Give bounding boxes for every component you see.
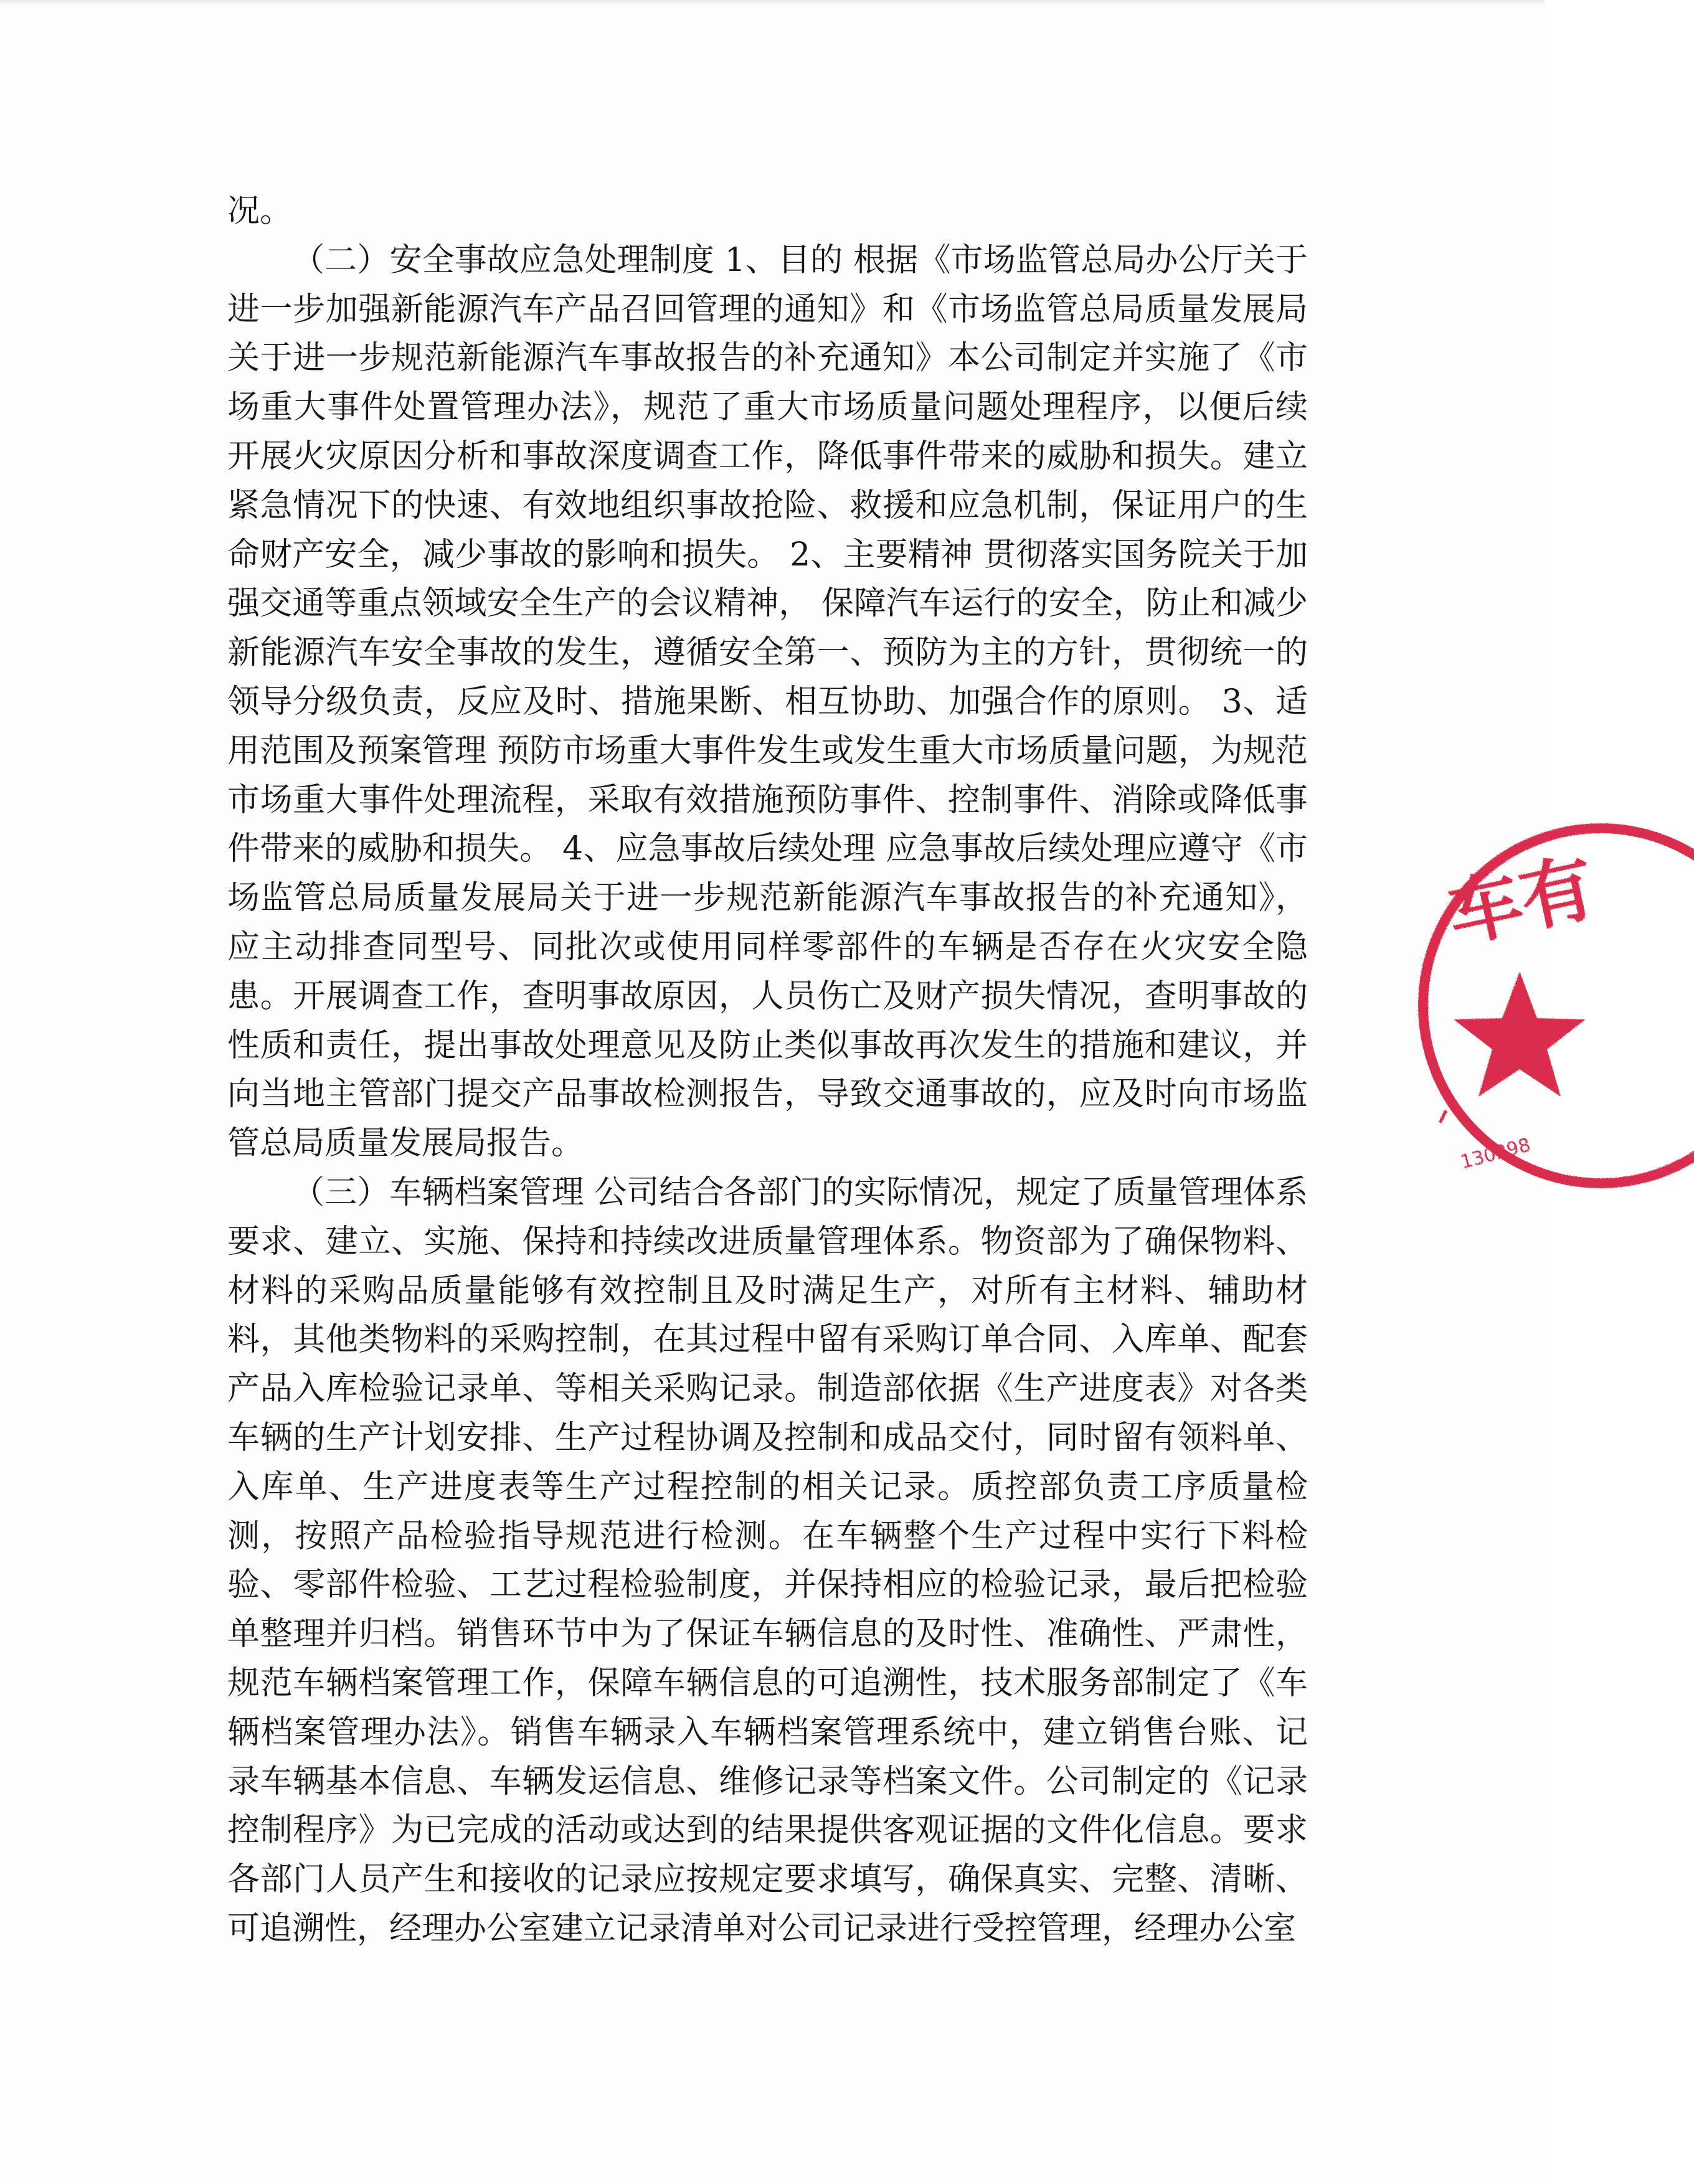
paragraph-vehicle-records: （三）车辆档案管理 公司结合各部门的实际情况，规定了质量管理体系要求、建立、实施、保持和持续改进质量管理体系。物资部为了确保物料、材料的采购品质量能够有效控制且及时满足生产，对所有主材料、辅助材料，其他类物料的采购控制，在其过程中留有采购订单合同、入库单、配套产品入库检验记录单、等相关采购记录。制造部依据《生产进度表》对各类车辆的生产计划安排、生产过程协调及控制和成品交付，同时留有领料单、入库单、生产进度表等生产过程控制的相关记录。质控部负责工序质量检测，按照产品检验指导规范进行检测。在车辆整个生产过程中实行下料检验、零部件检验、工艺过程检验制度，并保持相应的检验记录，最后把检验单整理并归档。销售环节中为了保证车辆信息的及时性、准确性、严肃性，规范车辆档案管理工作，保障车辆信息的可追溯性，技术服务部制定了《车辆档案管理办法》。销售车辆录入车辆档案管理系统中，建立销售台账、记录车辆基本信息、车辆发运信息、维修记录等档案文件。公司制定的《记录控制程序》为已完成的活动或达到的结果提供客观证据的文件化信息。要求各部门人员产生和接收的记录应按规定要求填写，确保真实、完整、清晰、可追溯性，经理办公室建立记录清单对公司记录进行受控管理，经理办公室 [227, 1173, 1308, 1947]
document-body [227, 187, 1308, 1954]
scan-edge-shadow [0, 0, 1545, 6]
seal-number: 130298 [1458, 1133, 1533, 1174]
paragraph-continuation: 况。 [227, 192, 293, 230]
seal-text: 车有 [1440, 843, 1602, 958]
company-seal [1395, 819, 1694, 1193]
seal-star-icon [1454, 971, 1586, 1097]
paragraph-emergency-handling: （二）安全事故应急处理制度 1、目的 根据《市场监管总局办公厅关于进一步加强新能源汽车产品召回管理的通知》和《市场监管总局质量发展局关于进一步规范新能源汽车事故报告的补充通知》本公司制定并实施了《市场重大事件处置管理办法》，规范了重大市场质量问题处理程序，以便后续开展火灾原因分析和事故深度调查工作，降低事件带来的威胁和损失。建立紧急情况下的快速、有效地组织事故抢险、救援和应急机制，保证用户的生命财产安全，减少事故的影响和损失。 2、主要精神 贯彻落实国务院关于加强交通等重点领域安全生产的会议精神， 保障汽车运行的安全，防止和减少新能源汽车安全事故的发生，遵循安全第一、预防为主的方针，贯彻统一的领导分级负责，反应及时、措施果断、相互协助、加强合作的原则。 3、适用范围及预案管理 预防市场重大事件发生或发生重大市场质量问题，为规范市场重大事件处理流程，采取有效措施预防事件、控制事件、消除或降低事件带来的威胁和损失。 4、应急事故后续处理 应急事故后续处理应遵守《市场监管总局质量发展局关于进一步规范新能源汽车事故报告的补充通知》，应主动排查同型号、同批次或使用同样零部件的车辆是否存在火灾安全隐患。开展调查工作，查明事故原因，人员伤亡及财产损失情况，查明事故的性质和责任，提出事故处理意见及防止类似事故再次发生的措施和建议，并向当地主管部门提交产品事故检测报告，导致交通事故的，应及时向市场监管总局质量发展局报告。 [227, 241, 1308, 1163]
seal-mark-stroke [1440, 1110, 1446, 1123]
